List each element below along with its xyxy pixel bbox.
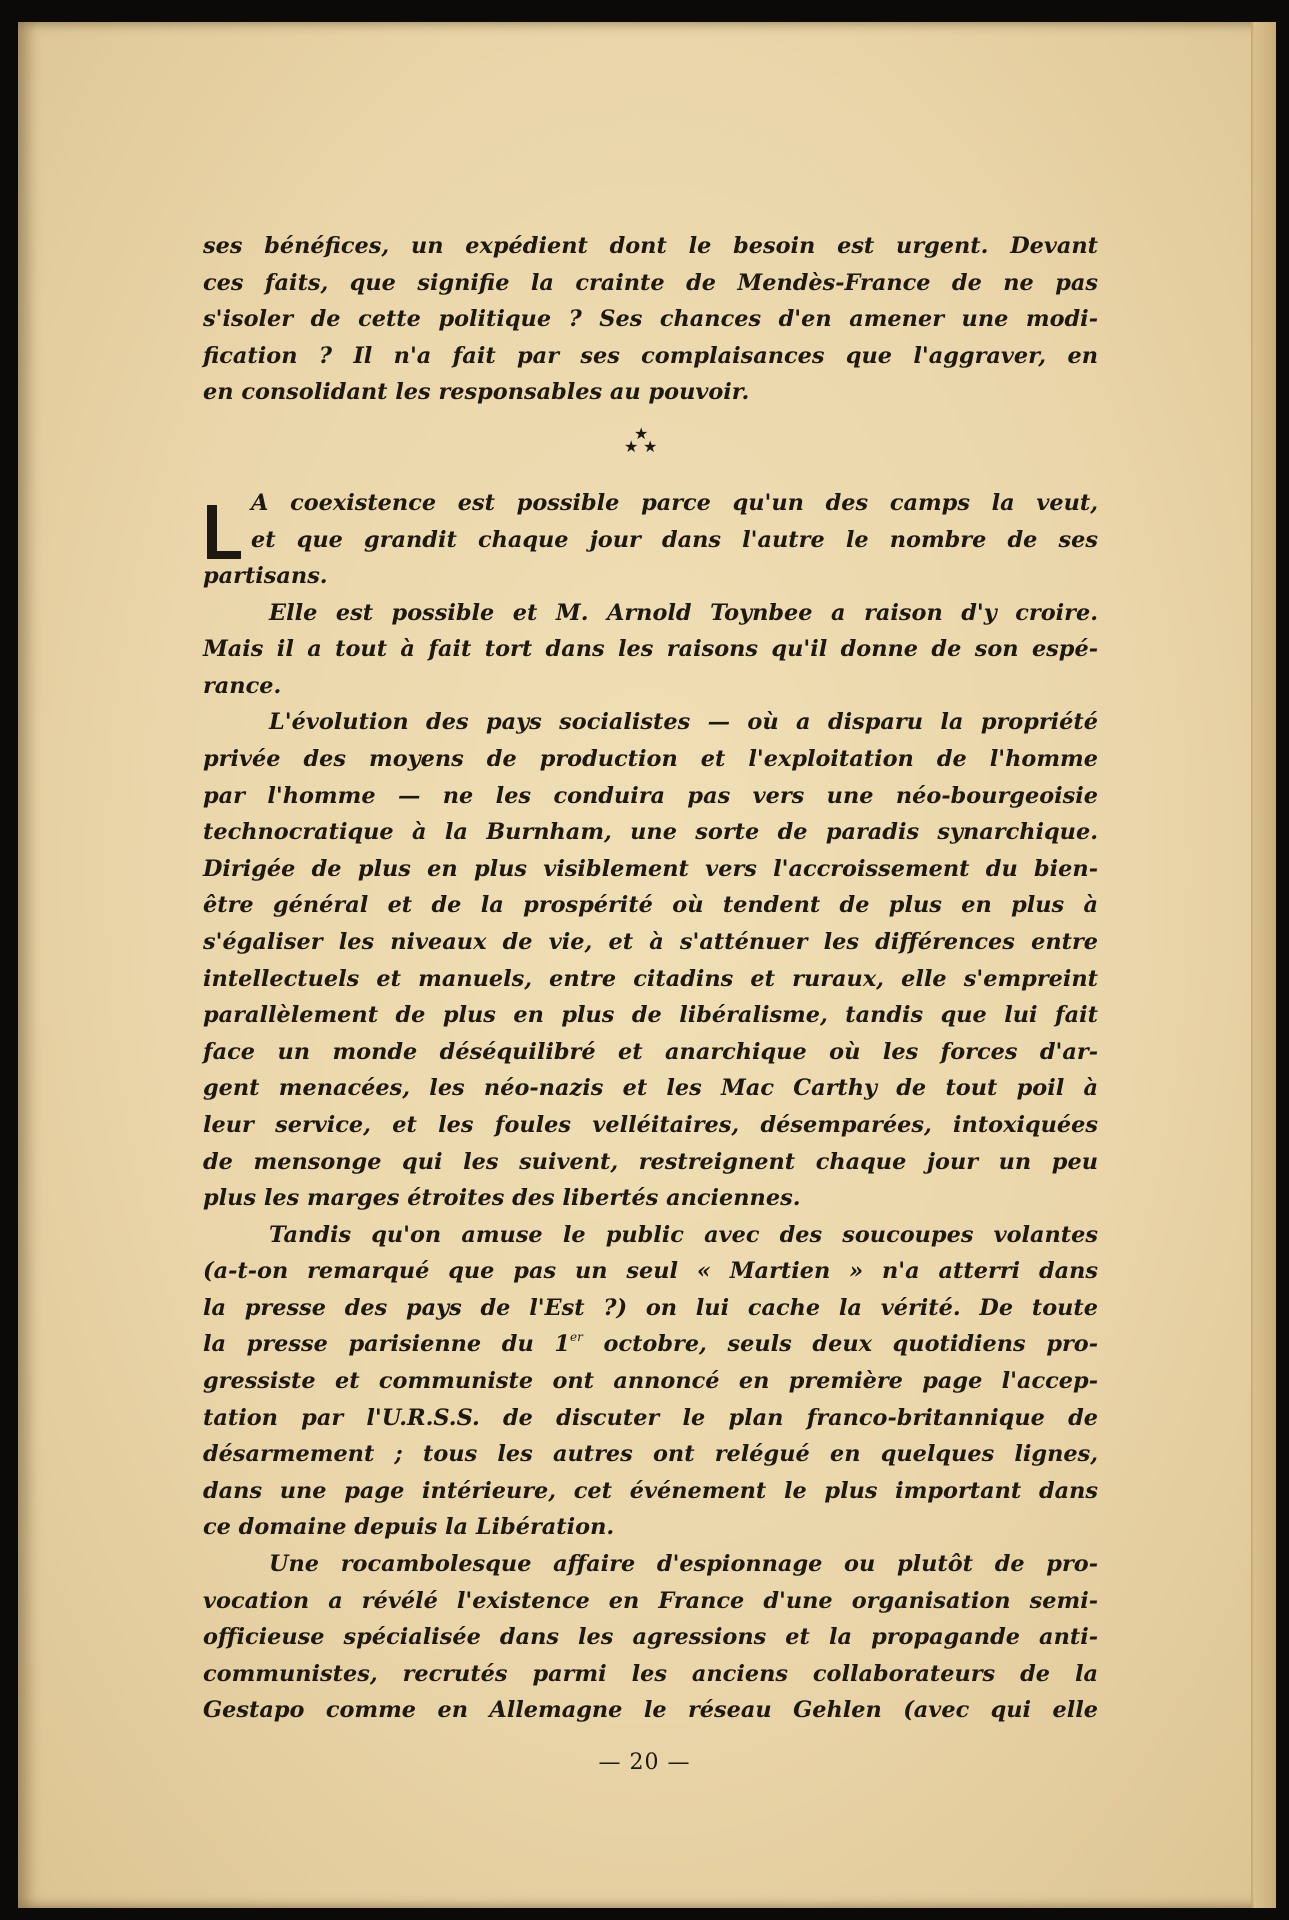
text-line: ses bénéfices, un expédient dont le besoin est urgent. Devant: [203, 233, 1098, 259]
star-icon: ★: [634, 424, 649, 443]
text-line: gent menacées, les néo-nazis et les Mac Carthy de tout poil à: [203, 1075, 1098, 1102]
text-line: communistes, recrutés parmi les anciens collaborateurs de la: [203, 1660, 1098, 1687]
text-line: vocation a révélé l'existence en France d'une organisation semi-: [203, 1587, 1098, 1614]
text-line: s'isoler de cette politique ? Ses chances d'en amener une modi-: [203, 306, 1098, 333]
text-line: Une rocambolesque affaire d'espionnage ou plutôt de pro-: [269, 1551, 1098, 1578]
text-line: de mensonge qui les suivent, restreignent chaque jour un peu: [203, 1148, 1098, 1175]
text-line: ce domaine depuis la Libération.: [203, 1514, 615, 1541]
text-line: tation par l'U.R.S.S. de discuter le plan franco-britannique de: [203, 1404, 1098, 1431]
text-line: la presse parisienne du 1er octobre, seuls deux quotidiens pro-: [203, 1330, 1098, 1358]
section-separator: [620, 426, 670, 460]
text-line: Dirigée de plus en plus visiblement vers l'accroissement du bien-: [203, 855, 1098, 882]
superscript: er: [570, 1330, 583, 1345]
dropcap-l: [203, 503, 243, 563]
text-line: officieuse spécialisée dans les agressions et la propagande anti-: [203, 1624, 1098, 1651]
paragraph-coexistence: [251, 485, 1098, 558]
text-line: Mais il a tout à fait tort dans les raisons qu'il donne de son espé-: [203, 636, 1098, 663]
text-line: rance.: [203, 672, 282, 699]
text-line: leur service, et les foules velléitaires, désemparées, intoxiquées: [203, 1111, 1098, 1138]
text-line: ces faits, que signifie la crainte de Mendès-France de ne pas: [203, 269, 1098, 296]
text-line: plus les marges étroites des libertés anciennes.: [203, 1185, 801, 1212]
star-icon: ★: [624, 437, 639, 456]
text-line: (a-t-on remarqué que pas un seul « Martien » n'a atterri dans: [203, 1258, 1098, 1285]
text-line: désarmement ; tous les autres ont relégué en quelques lignes,: [203, 1441, 1098, 1468]
star-icon: ★: [643, 437, 658, 456]
text-line: Gestapo comme en Allemagne le réseau Gehlen (avec qui elle: [203, 1697, 1098, 1724]
paragraph-top: [203, 228, 1098, 411]
text-line: intellectuels et manuels, entre citadins et ruraux, elle s'empreint: [203, 965, 1098, 992]
paragraph-body: [203, 558, 1098, 1729]
text-line: la presse des pays de l'Est ?) on lui cache la vérité. De toute: [203, 1294, 1098, 1321]
text-line: technocratique à la Burnham, une sorte de paradis synarchique.: [203, 819, 1098, 846]
text-line: Elle est possible et M. Arnold Toynbee a raison d'y croire.: [269, 599, 1098, 626]
text-line: partisans.: [203, 563, 328, 589]
text-line: face un monde déséquilibré et anarchique où les forces d'ar-: [203, 1038, 1098, 1065]
text-line: L'évolution des pays socialistes — où a disparu la propriété: [269, 709, 1098, 736]
text-line: fication ? Il n'a fait par ses complaisances que l'aggraver, en: [203, 342, 1098, 369]
text-line: A coexistence est possible parce qu'un des camps la veut,: [251, 490, 1098, 516]
text-line: par l'homme — ne les conduira pas vers une néo-bourgeoisie: [203, 782, 1098, 809]
text-line: en consolidant les responsables au pouvoir.: [203, 379, 750, 406]
text-line: s'égaliser les niveaux de vie, et à s'atténuer les différences entre: [203, 928, 1098, 955]
text-line: parallèlement de plus en plus de libéralisme, tandis que lui fait: [203, 1002, 1098, 1029]
next-page-edge: [1254, 22, 1276, 1908]
text-line: privée des moyens de production et l'exploitation de l'homme: [203, 745, 1098, 772]
text-line: être général et de la prospérité où tendent de plus en plus à: [203, 892, 1098, 919]
text-line: Tandis qu'on amuse le public avec des soucoupes volantes: [269, 1221, 1098, 1248]
text-line: et que grandit chaque jour dans l'autre le nombre de ses: [251, 526, 1098, 553]
text-line: dans une page intérieure, cet événement le plus important dans: [203, 1477, 1098, 1504]
text-line: gressiste et communiste ont annoncé en première page l'accep-: [203, 1368, 1098, 1395]
page-number: — 20 —: [598, 1750, 691, 1775]
